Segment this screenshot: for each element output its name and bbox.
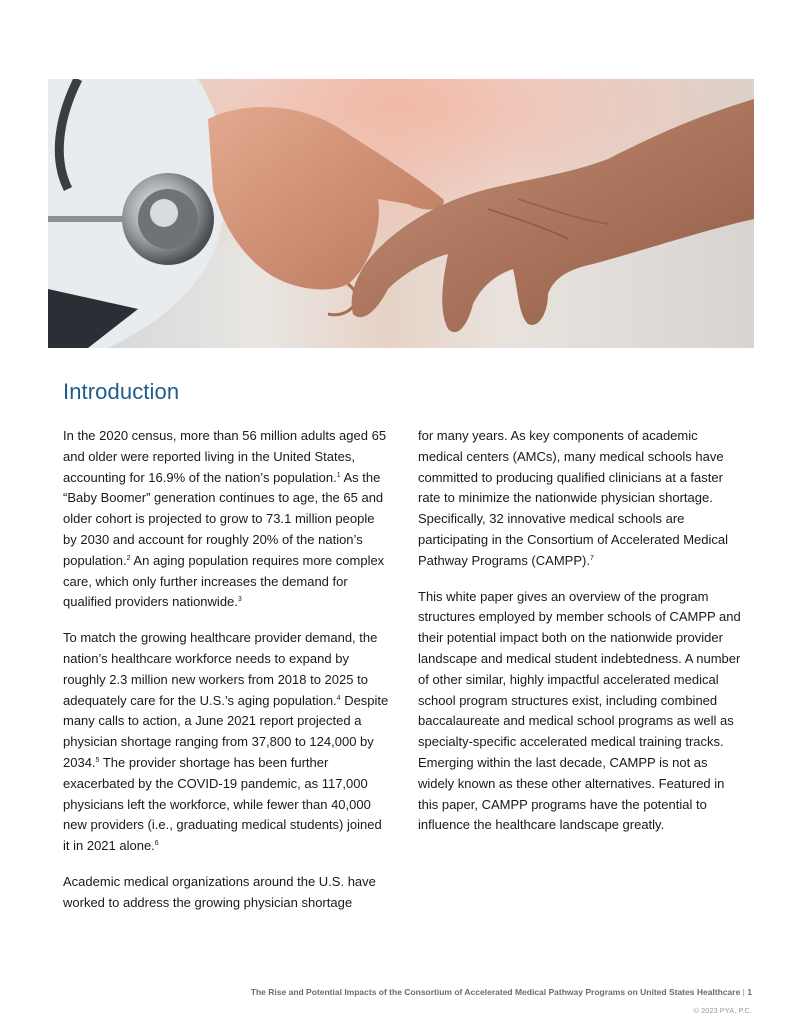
footnote-ref: 6	[154, 840, 159, 848]
footnote-ref: 4	[336, 694, 341, 702]
hero-photo	[48, 79, 754, 348]
doctor-stethoscope-hands-photo-icon	[48, 79, 754, 348]
paragraph-text: Despite many calls to action, a June 2021 report projected a physician shortage ranging from 37,800 to 124,000 by 2034.	[63, 692, 389, 770]
paragraph-text: In the 2020 census, more than 56 million adults aged 65 and older were reported living in the United States, accounting for 16.9% of the nation’s population.	[63, 428, 387, 485]
right-column	[418, 426, 744, 851]
left-column	[63, 426, 389, 929]
paragraph-text: As the “Baby Boomer” generation continues to age, the 65 and older cohort is projected to grow to 73.1 million people by 2030 and account for roughly 20% of the nation’s population.	[63, 469, 384, 568]
paragraph-amcs	[418, 426, 744, 572]
paragraph-white-paper	[418, 587, 744, 837]
paragraph-text: An aging population requires more complex care, which only further increases the demand for qualified providers nationwide.	[63, 552, 385, 610]
footer-separator: |	[742, 987, 745, 997]
running-title: The Rise and Potential Impacts of the Consortium of Accelerated Medical Pathway Programs on United States Healthcare	[250, 987, 741, 997]
paragraph-census	[63, 426, 389, 613]
paragraph-workforce	[63, 628, 389, 857]
footnote-ref: 5	[95, 756, 100, 764]
paragraph-text: To match the growing healthcare provider demand, the nation’s healthcare workforce needs to expand by roughly 2.3 million new workers from 2018 to 2025 to adequately care for the U.S.’s aging population.	[63, 630, 378, 708]
section-title: Introduction	[63, 379, 180, 404]
footnote-ref: 3	[237, 596, 242, 604]
paragraph-text: The provider shortage has been further exacerbated by the COVID-19 pandemic, as 117,000 physicians left the workforce, while fewer than 40,000 new providers (i.e., graduating medical students) joined it in 2021 alone.	[63, 754, 382, 854]
footnote-ref: 1	[336, 471, 341, 479]
paragraph-text: This white paper gives an overview of the program structures employed by member schools of CAMPP and their potential impact both on the nationwide provider landscape and medical student indebtedness. A number of other similar, highly impactful accelerated medical school program structures exist, including combined baccalaureate and medical school programs as well as specialty-specific accelerated medical training tracks. Emerging within the last decade, CAMPP is not as widely known as these other alternatives. Featured in this paper, CAMPP programs have the potential to influence the healthcare landscape greatly.	[418, 588, 741, 833]
page-footer	[251, 987, 752, 997]
paragraph-academic	[63, 872, 389, 914]
footnote-ref: 2	[126, 554, 131, 562]
paragraph-text: Academic medical organizations around the U.S. have worked to address the growing physician shortage	[63, 873, 376, 910]
copyright-notice: © 2023 PYA, P.C.	[693, 1006, 752, 1015]
paragraph-text: for many years. As key components of academic medical centers (AMCs), many medical schools have committed to producing qualified clinicians at a faster rate to minimize the nationwide physician shortage. Specifically, 32 innovative medical schools are participating in the Consortium of Accelerated Medical Pathway Programs (CAMPP).	[418, 428, 728, 568]
page-number: 1	[747, 987, 752, 997]
footnote-ref: 7	[589, 554, 594, 562]
